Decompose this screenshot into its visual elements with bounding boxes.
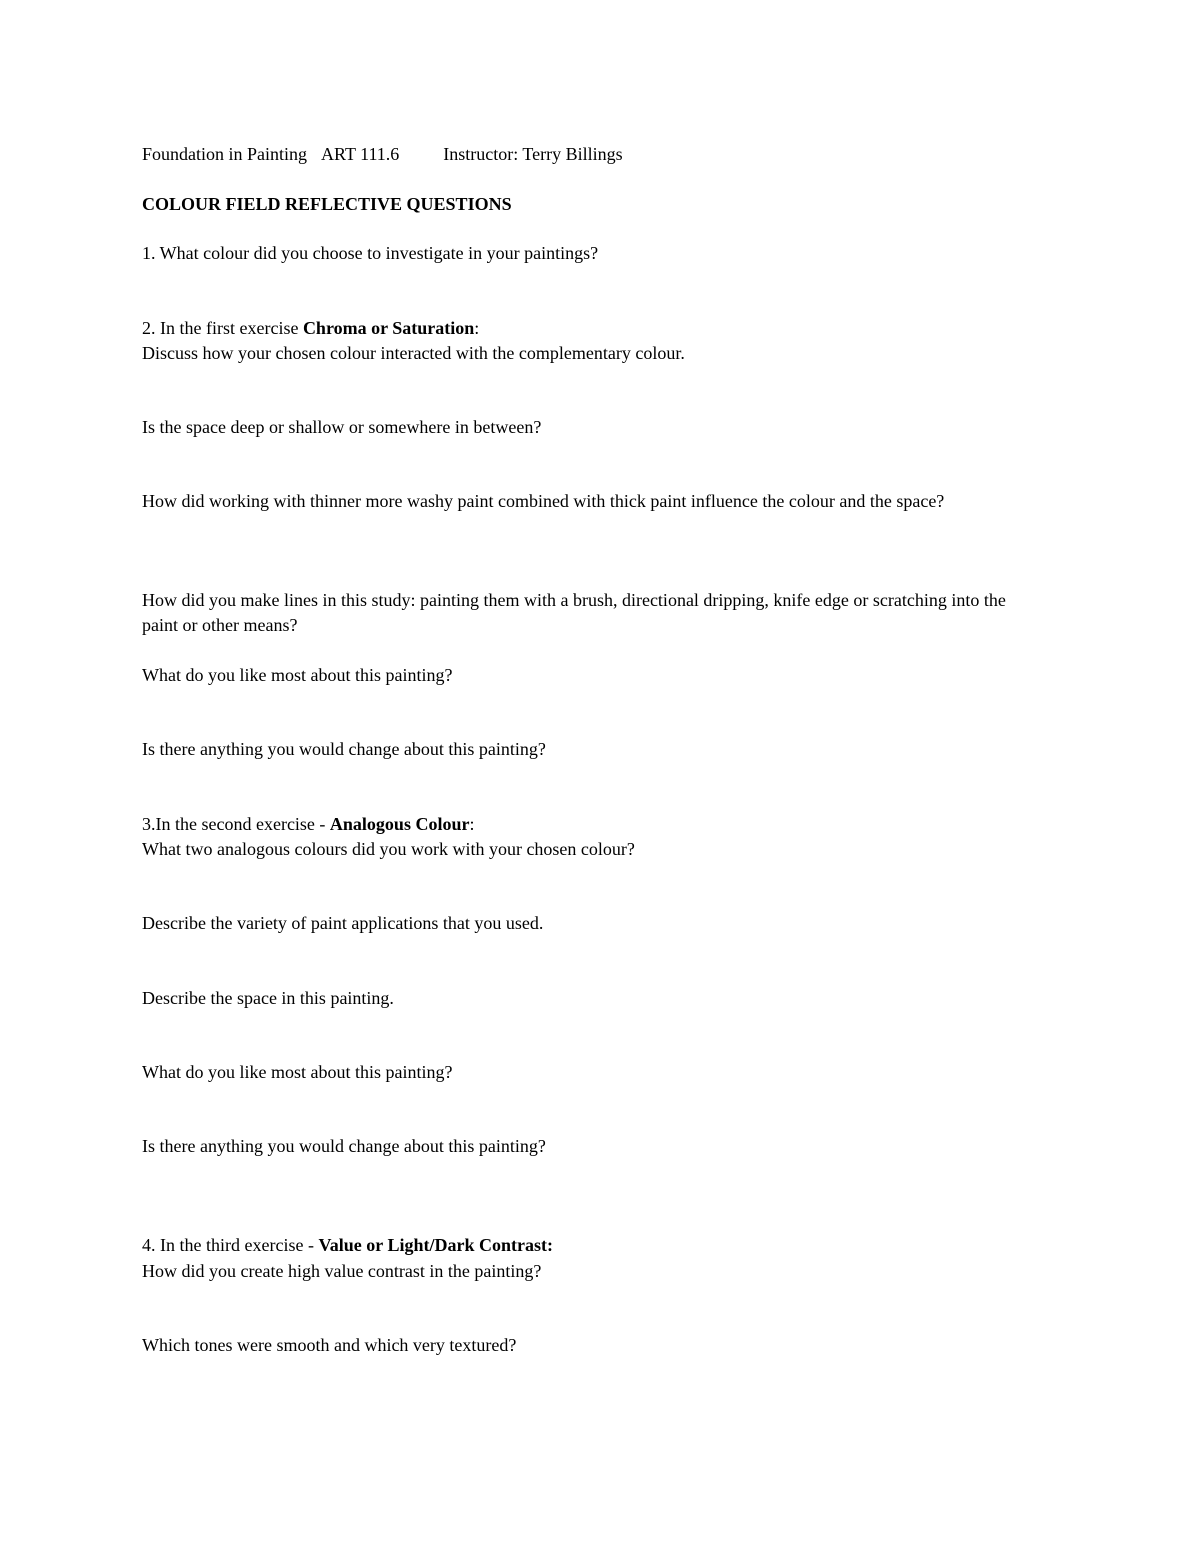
document-title: COLOUR FIELD REFLECTIVE QUESTIONS	[142, 194, 512, 214]
q2-intro: 2. In the first exercise	[142, 318, 303, 338]
q2-question: Is the space deep or shallow or somewhere in between?	[142, 417, 542, 437]
q3-question: What do you like most about this painting?	[142, 1062, 453, 1082]
question-3-heading	[142, 812, 474, 837]
q3-intro: 3.In the second exercise -	[142, 814, 330, 834]
q3-question: Is there anything you would change about this painting?	[142, 1136, 546, 1156]
course-name: Foundation in Painting	[142, 144, 308, 164]
q3-tail: :	[469, 814, 475, 834]
q3-question: Describe the space in this painting.	[142, 988, 394, 1008]
q3-question: Describe the variety of paint applications that you used.	[142, 913, 544, 933]
q2-question: How did you make lines in this study: painting them with a brush, directional dripping, knife edge or scratching into the paint or other means?	[142, 590, 1006, 635]
instructor: Instructor: Terry Billings	[443, 144, 623, 164]
q2-exercise-name: Chroma or Saturation	[302, 318, 475, 338]
course-code: ART 111.6	[321, 144, 400, 164]
q4-question: How did you create high value contrast in the painting?	[142, 1261, 542, 1281]
q4-intro: 4. In the third exercise -	[142, 1235, 319, 1255]
question-2-heading	[142, 316, 479, 341]
course-header	[142, 142, 623, 167]
q2-question: Is there anything you would change about this painting?	[142, 739, 546, 759]
q2-question: How did working with thinner more washy paint combined with thick paint influence the colour and the space?	[142, 491, 945, 511]
q2-question: What do you like most about this painting?	[142, 665, 453, 685]
q2-tail: :	[474, 318, 480, 338]
q2-question: Discuss how your chosen colour interacted with the complementary colour.	[142, 343, 685, 363]
q4-question: Which tones were smooth and which very textured?	[142, 1335, 517, 1355]
q4-exercise-name: Value or Light/Dark Contrast:	[318, 1235, 553, 1255]
question-4-heading	[142, 1233, 553, 1258]
question-1: 1. What colour did you choose to investigate in your paintings?	[142, 243, 599, 263]
q3-question: What two analogous colours did you work with your chosen colour?	[142, 839, 635, 859]
q3-exercise-name: Analogous Colour	[329, 814, 470, 834]
